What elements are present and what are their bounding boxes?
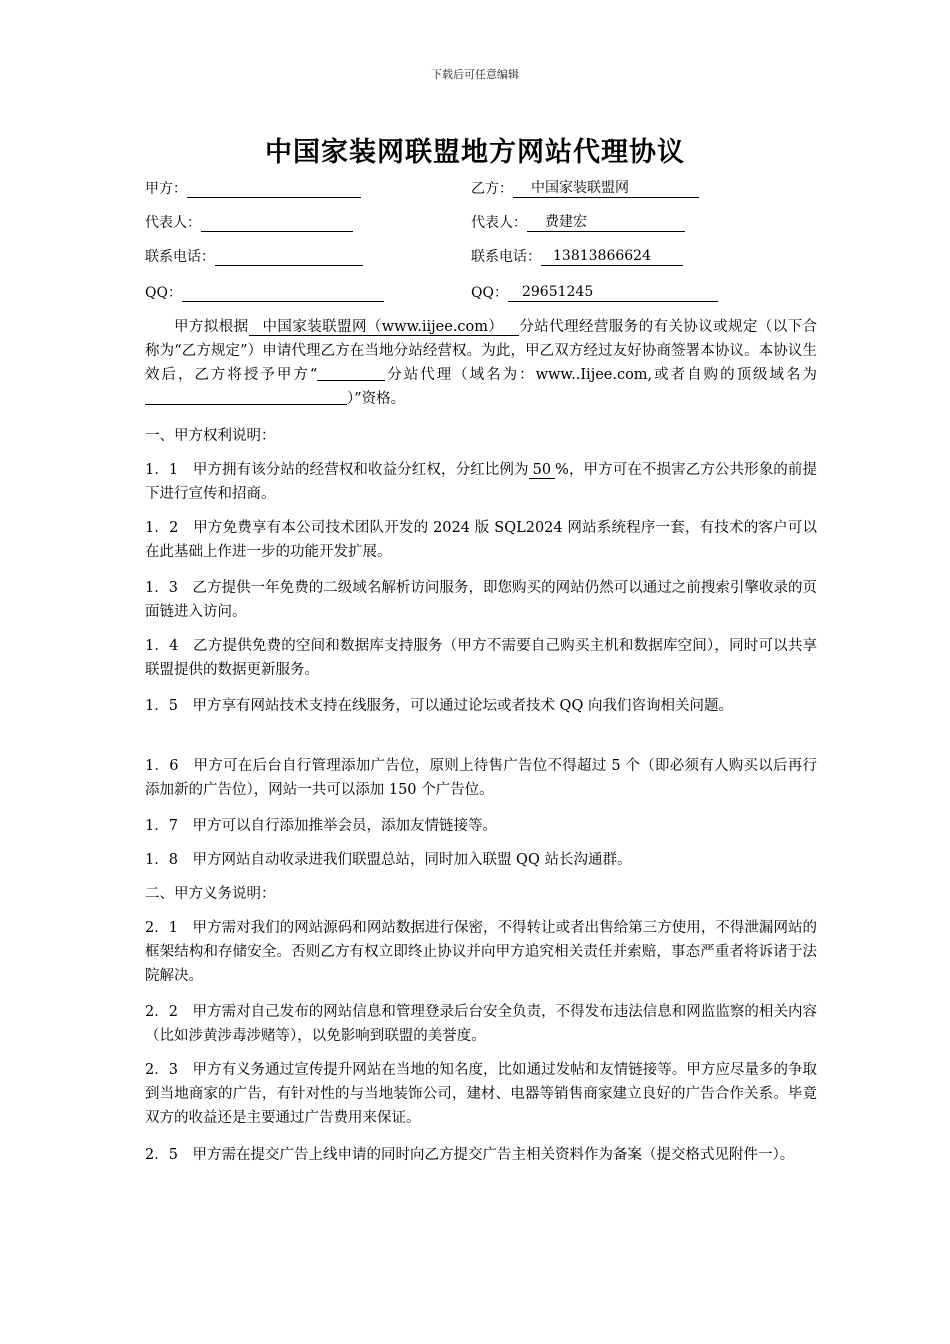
section-1-item-8: 1．8 甲方网站自动收录进我们联盟总站，同时加入联盟 QQ 站长沟通群。 — [145, 852, 632, 868]
document-title: 中国家装网联盟地方网站代理协议 — [265, 137, 685, 168]
party-b-qq-field — [508, 284, 718, 302]
section-1-item-1 — [145, 458, 817, 506]
section-1-item-4: 1．4 乙方提供免费的空间和数据库支持服务（甲方不需要自己购买主机和数据库空间），同时可以共享联盟提供的数据更新服务。 — [145, 638, 817, 678]
party-b-qq-label: QQ： — [471, 285, 508, 301]
section-2-item-5: 2．5 甲方需在提交广告上线申请的同时向乙方提交广告主相关资料作为备案（提交格式见附件一）。 — [145, 1147, 795, 1163]
party-b-phone-value: 13813866624 — [553, 248, 651, 264]
party-row-phone — [0, 246, 950, 270]
party-b-rep-label: 代表人： — [471, 215, 527, 231]
intro-city-blank — [317, 365, 385, 381]
party-b-name — [471, 178, 699, 198]
party-a-qq-label: QQ： — [145, 285, 182, 301]
intro-text-2: 分站代理经营服务的有关协议或规定（以下合称为“乙方规定”）申请代理乙方在当地分站经营权。为此，甲乙双方经过友好协商签署本协议。本协议生效后，乙方将授予甲方“ — [145, 319, 818, 383]
party-a-rep-label: 代表人： — [145, 215, 201, 231]
intro-domain-blank — [145, 389, 347, 405]
party-a-rep — [145, 212, 353, 232]
intro-site-name: 中国家装联盟网（www.iijee.com） — [249, 319, 520, 336]
party-a-qq-field — [182, 284, 384, 302]
intro-text-5: ）”资格。 — [347, 391, 406, 407]
party-b-phone-label: 联系电话： — [471, 249, 541, 265]
party-a-phone-field — [215, 248, 363, 266]
intro-text-1: 甲方拟根据 — [174, 319, 249, 335]
party-b-qq-value: 29651245 — [521, 284, 594, 300]
party-a-rep-field — [201, 214, 353, 232]
party-a-label: 甲方： — [145, 181, 187, 197]
section-2-item-2: 2．2 甲方需对自己发布的网站信息和管理登录后台安全负责，不得发布违法信息和网监监察的相关内容（比如涉黄涉毒涉赌等），以免影响到联盟的美誉度。 — [145, 1004, 817, 1044]
section-1-item-2: 1．2 甲方免费享有本公司技术团队开发的 2024 版 SQL2024 网站系统程序一套，有技术的客户可以在此基础上作进一步的功能开发扩展。 — [145, 520, 817, 560]
party-a-qq — [145, 282, 384, 302]
party-b-qq — [471, 282, 718, 302]
intro-text-4: .Iijee.com,或者自购的顶级域名为 — [575, 367, 818, 383]
party-row-qq — [0, 282, 950, 306]
section-2-heading: 二、甲方义务说明： — [145, 886, 276, 902]
party-b-name-value: 中国家装联盟网 — [531, 180, 629, 196]
party-a-phone — [145, 246, 363, 266]
intro-paragraph — [145, 315, 817, 411]
party-a-name-field — [187, 180, 361, 198]
intro-text-3: 分站代理（域名为：www. — [385, 367, 576, 383]
party-b-label: 乙方： — [471, 181, 513, 197]
party-b-rep-value: 费建宏 — [545, 214, 587, 230]
party-b-name-field — [513, 180, 699, 198]
party-b-rep-field — [527, 214, 685, 232]
section-1-item-1-text-b: %，甲方可在不损害乙方公共形象的前提下进行宣传和招商。 — [145, 462, 818, 502]
section-1-item-1-text-a: 1．1 甲方拥有该分站的经营权和收益分红权，分红比例为 — [145, 462, 529, 478]
section-1-item-7: 1．7 甲方可以自行添加推举会员，添加友情链接等。 — [145, 818, 497, 834]
section-2-item-3: 2．3 甲方有义务通过宣传提升网站在当地的知名度，比如通过发帖和友情链接等。甲方应尽量多的争取到当地商家的广告，有针对性的与当地装饰公司，建材、电器等销售商家建立良好的广告合作关系。毕竟双方的收益还是主要通过广告费用来保证。 — [145, 1062, 817, 1126]
section-1-item-3: 1．3 乙方提供一年免费的二级域名解析访问服务，即您购买的网站仍然可以通过之前搜索引擎收录的页面链进入访问。 — [145, 580, 817, 620]
party-b-phone-field — [541, 248, 683, 266]
header-note: 下载后可任意编辑 — [431, 68, 519, 81]
party-a-phone-label: 联系电话： — [145, 249, 215, 265]
section-1-heading: 一、甲方权利说明： — [145, 428, 276, 444]
party-b-phone — [471, 246, 683, 266]
party-row-rep — [0, 212, 950, 236]
section-1-item-6: 1．6 甲方可在后台自行管理添加广告位，原则上待售广告位不得超过 5 个（即必须有人购买以后再行添加新的广告位），网站一共可以添加 150 个广告位。 — [145, 758, 817, 798]
party-row-name — [0, 178, 950, 202]
party-a-name — [145, 178, 361, 198]
party-b-rep — [471, 212, 685, 232]
section-2-item-1: 2．1 甲方需对我们的网站源码和网站数据进行保密，不得转让或者出售给第三方使用，不得泄漏网站的框架结构和存储安全。否则乙方有权立即终止协议并向甲方追究相关责任并索赔，事态严重者将诉诸于法院解决。 — [145, 920, 817, 984]
section-1-item-5: 1．5 甲方享有网站技术支持在线服务，可以通过论坛或者技术 QQ 向我们咨询相关问题。 — [145, 698, 733, 714]
dividend-ratio: 50 — [529, 462, 555, 479]
